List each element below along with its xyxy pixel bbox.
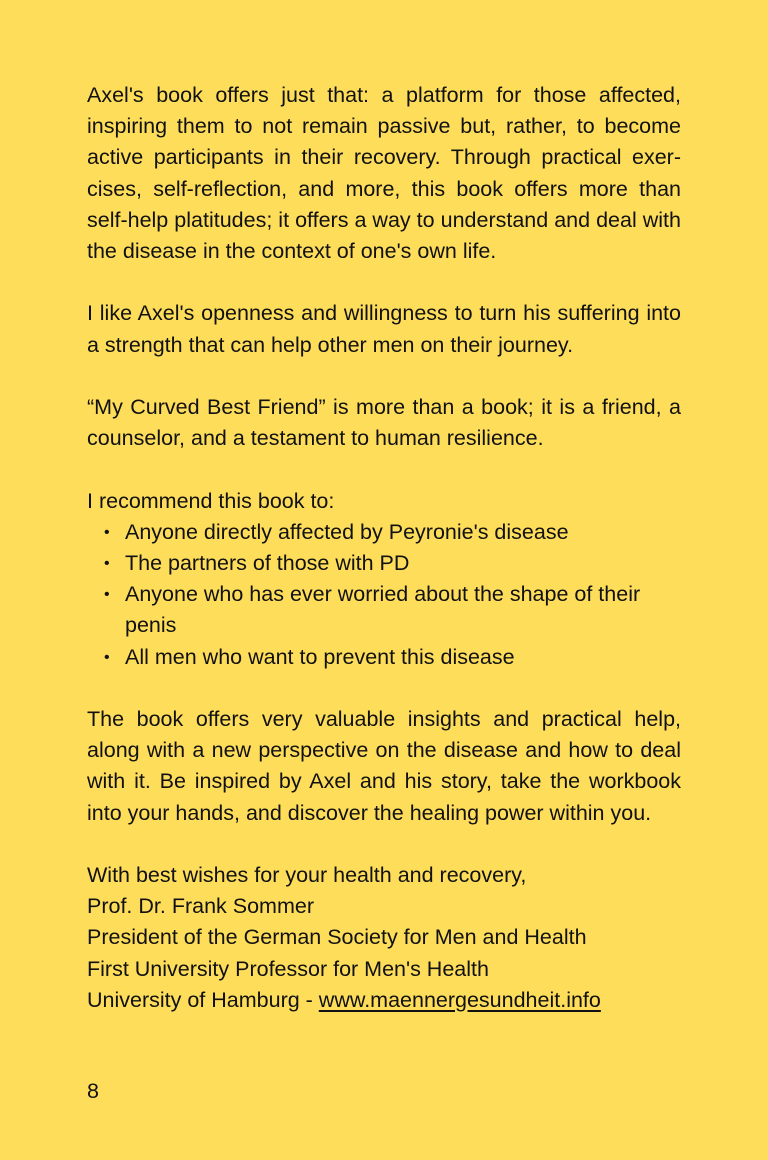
bullet-icon: • <box>104 523 110 541</box>
list-item <box>87 579 681 641</box>
insights-paragraph: The book offers very valuable insights and practical help, along with a new perspective on the disease and how to deal with it. Be inspired by Axel and his story, take the workbook into your hands, and discover the healing power within you. <box>87 707 681 825</box>
recommend-intro: I recommend this book to: <box>87 488 335 513</box>
affiliation-line <box>87 985 681 1016</box>
list-item <box>87 548 681 579</box>
recommend-list <box>87 517 681 673</box>
closing-line: With best wishes for your health and recovery, <box>87 863 527 887</box>
list-item <box>87 517 681 548</box>
website-link[interactable]: www.maennergesundheit.info <box>318 987 601 1012</box>
list-item-text: Anyone directly affected by Peyronie's disease <box>125 519 569 544</box>
list-item-text: Anyone who has ever worried about the shape of their penis <box>125 582 641 638</box>
author-name: Prof. Dr. Frank Sommer <box>87 894 314 919</box>
signature-block <box>87 860 681 1016</box>
openness-paragraph: I like Axel's openness and willingness to turn his suffering into a strength that can help other men on their journey. <box>87 301 681 357</box>
bullet-icon: • <box>104 555 110 572</box>
bullet-icon: • <box>104 648 110 666</box>
book-description-paragraph: “My Curved Best Friend” is more than a book; it is a friend, a counselor, and a testament to human resilience. <box>87 395 681 451</box>
affiliation-text: University of Hamburg - <box>87 987 319 1012</box>
author-title-professor: First University Professor for Men's Health <box>87 956 489 981</box>
intro-paragraph: Axel's book offers just that: a platform for those affected, inspiring them to not remain passive but, rather, to become active participants in their recovery. Through practical exercises, self-reflection, and more, this book offers more than self-help platitudes; it offers a way to understand and deal with the disease in the context of one's own life. <box>87 83 681 264</box>
author-title-president: President of the German Society for Men and Health <box>87 925 587 950</box>
list-item-text: The partners of those with PD <box>125 551 410 575</box>
list-item <box>87 642 681 673</box>
page-number: 8 <box>87 1079 99 1103</box>
bullet-icon: • <box>104 586 110 604</box>
list-item-text: All men who want to prevent this disease <box>125 644 515 669</box>
